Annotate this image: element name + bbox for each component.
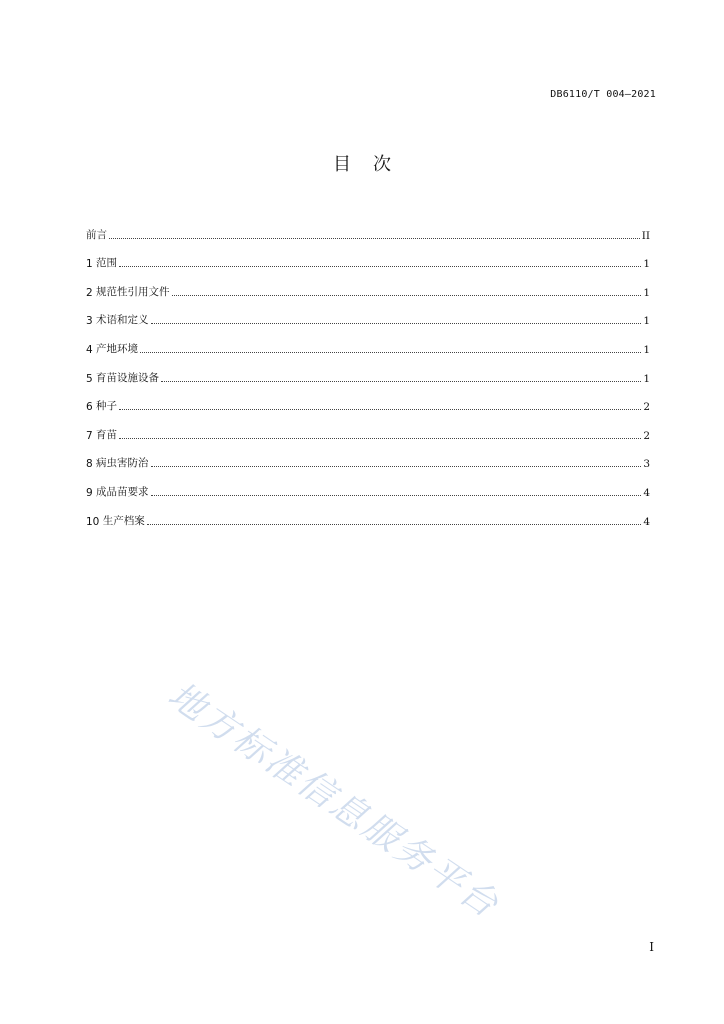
toc-entry-label: 产地环境 — [96, 342, 139, 355]
table-of-contents — [86, 213, 650, 528]
toc-entry-page: 1 — [643, 372, 650, 385]
document-code: DB6110/T 004—2021 — [550, 89, 656, 100]
toc-entry-8[interactable] — [86, 442, 650, 471]
toc-entry-page: 2 — [643, 429, 650, 442]
toc-entry-page: 4 — [643, 515, 650, 528]
dot-leader — [172, 295, 642, 296]
toc-entry-7[interactable] — [86, 413, 650, 442]
toc-entry-6[interactable] — [86, 385, 650, 414]
toc-entry-number: 9 — [86, 486, 97, 499]
toc-entry-number: 3 — [86, 315, 97, 328]
toc-entry-page: 4 — [643, 486, 650, 499]
title-part-1: 目 — [333, 154, 351, 175]
page-title — [0, 150, 724, 176]
toc-entry-number: 7 — [86, 429, 97, 442]
toc-entry-label: 种子 — [96, 400, 118, 413]
dot-leader — [147, 524, 642, 525]
toc-entry-label: 规范性引用文件 — [96, 285, 170, 298]
page-number: I — [649, 940, 654, 954]
toc-entry-number: 2 — [86, 286, 97, 299]
toc-entry-label: 病虫害防治 — [96, 457, 149, 470]
toc-entry-number: 8 — [86, 458, 97, 471]
toc-entry-5[interactable] — [86, 356, 650, 385]
dot-leader — [161, 381, 641, 382]
title-part-2: 次 — [373, 154, 391, 175]
toc-entry-number: 5 — [86, 372, 97, 385]
dot-leader — [140, 352, 641, 353]
toc-entry-9[interactable] — [86, 470, 650, 499]
toc-entry-label: 术语和定义 — [96, 314, 149, 327]
toc-entry-page: 3 — [643, 458, 650, 471]
dot-leader — [151, 495, 642, 496]
toc-entry-2[interactable] — [86, 270, 650, 299]
dot-leader — [119, 438, 641, 439]
toc-entry-number: 1 — [86, 258, 97, 271]
toc-entry-page: II — [641, 229, 650, 242]
toc-entry-10[interactable] — [86, 499, 650, 528]
toc-entry-page: 1 — [643, 343, 650, 356]
toc-entry-3[interactable] — [86, 299, 650, 328]
toc-entry-label: 成品苗要求 — [96, 485, 149, 498]
toc-entry-1[interactable] — [86, 242, 650, 271]
toc-entry-number: 4 — [86, 343, 97, 356]
dot-leader — [151, 466, 642, 467]
watermark: 地方标准信息服务平台 — [160, 674, 507, 927]
toc-entry-number: 10 — [86, 515, 103, 528]
toc-entry-preface[interactable] — [86, 213, 650, 242]
dot-leader — [109, 238, 640, 239]
toc-entry-4[interactable] — [86, 327, 650, 356]
dot-leader — [119, 266, 641, 267]
toc-entry-page: 1 — [643, 286, 650, 299]
toc-entry-label: 生产档案 — [102, 514, 145, 527]
toc-entry-page: 1 — [643, 315, 650, 328]
toc-entry-label: 育苗设施设备 — [96, 371, 160, 384]
toc-entry-page: 1 — [643, 258, 650, 271]
toc-entry-label: 范围 — [96, 257, 118, 270]
toc-entry-number: 6 — [86, 401, 97, 414]
dot-leader — [119, 409, 641, 410]
toc-entry-label: 育苗 — [96, 428, 118, 441]
toc-entry-page: 2 — [643, 401, 650, 414]
dot-leader — [151, 323, 642, 324]
toc-entry-label: 前言 — [86, 228, 107, 241]
